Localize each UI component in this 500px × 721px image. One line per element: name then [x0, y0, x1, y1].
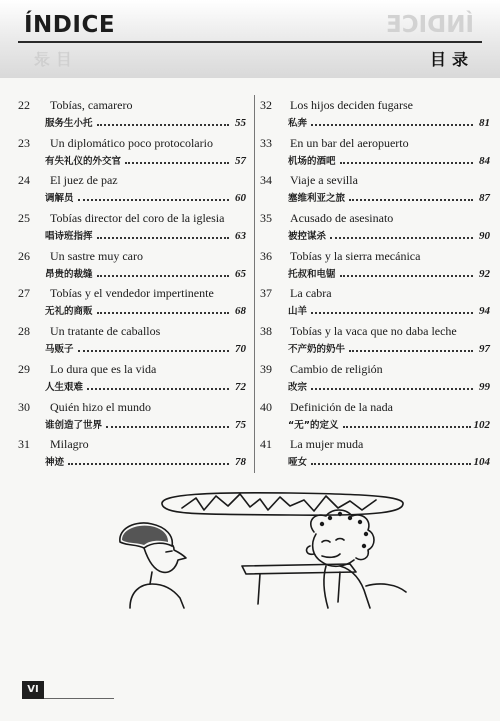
toc-column-right [258, 95, 490, 472]
chapter-title-chinese: 改宗 [288, 381, 308, 393]
header-rule [18, 41, 482, 43]
chapter-title: Definición de la nada [290, 399, 393, 414]
chapter-title: La mujer muda [290, 437, 364, 452]
chapter-number: 30 [18, 399, 30, 414]
page-number: 60 [235, 192, 246, 205]
right-person-mouth [322, 554, 340, 557]
chapter-number: 37 [260, 286, 272, 301]
chapter-number: 41 [260, 437, 272, 452]
dot-leader [311, 388, 473, 390]
page-number: 68 [235, 305, 246, 318]
chapter-title: Tobías y la vaca que no daba leche [290, 324, 457, 339]
chapter-number: 40 [260, 399, 272, 414]
toc-entry[interactable] [258, 246, 490, 284]
dot-leader [106, 426, 229, 428]
page-number: 104 [473, 456, 490, 469]
chapter-title-chinese: 唱诗班指挥 [45, 231, 93, 243]
toc-entry[interactable] [18, 95, 250, 133]
dot-leader [349, 350, 473, 352]
chapter-title-chinese: “无”的定义 [288, 419, 339, 431]
toc-entry[interactable] [258, 359, 490, 397]
thought-bubble [162, 493, 403, 515]
toc-entry[interactable] [18, 359, 250, 397]
dot-leader [340, 275, 473, 277]
chapter-number: 36 [260, 248, 272, 263]
chapter-title: Los hijos deciden fugarse [290, 98, 413, 112]
dot-leader [68, 463, 229, 465]
chapter-title-chinese: 私奔 [288, 118, 308, 129]
dot-leader [97, 237, 229, 239]
left-person-face [144, 545, 186, 572]
page-number: 78 [235, 456, 246, 469]
toc-entry[interactable] [18, 133, 250, 171]
dot-leader [311, 463, 470, 465]
toc-entry[interactable] [18, 170, 250, 208]
chapter-number: 39 [260, 361, 272, 376]
chapter-title: Un tratante de caballos [50, 324, 161, 339]
chapter-title-chinese: 昂贵的裁缝 [45, 268, 93, 280]
dot-leader [349, 199, 473, 201]
dot-leader [343, 426, 471, 428]
chapter-title: Un diplomático poco protocolario [50, 135, 213, 150]
hair-curls [320, 512, 368, 548]
chapter-number: 32 [260, 98, 272, 112]
chapter-title-chinese: 不产奶的奶牛 [288, 344, 346, 356]
dot-leader [125, 162, 229, 164]
page-number: 97 [479, 343, 490, 356]
toc-entry[interactable] [18, 397, 250, 435]
chapter-title-chinese: 谁创造了世界 [45, 419, 103, 431]
toc-entry[interactable] [258, 170, 490, 208]
dot-leader [330, 237, 473, 239]
dot-leader [97, 312, 229, 314]
chapter-title-chinese: 被控谋杀 [288, 231, 327, 243]
page-number: 92 [479, 267, 490, 280]
page-title-chinese: 目录 [429, 50, 474, 69]
chapter-title-chinese: 神迹 [45, 457, 65, 469]
dot-leader [311, 124, 473, 126]
chapter-number: 25 [18, 211, 30, 226]
left-person-neck [150, 572, 152, 584]
page-number: 87 [479, 192, 490, 205]
chapter-number: 31 [18, 437, 30, 452]
dot-leader [87, 388, 229, 390]
chapter-number: 24 [18, 173, 30, 188]
toc-entry[interactable] [18, 283, 250, 321]
dot-leader [78, 199, 229, 201]
page-number: 81 [479, 117, 490, 129]
right-person-eyes [322, 539, 344, 543]
page-number: 70 [235, 343, 246, 356]
chapter-title-chinese: 有失礼仪的外交官 [45, 155, 122, 167]
chapter-title-chinese: 托叔和电锯 [288, 268, 336, 280]
chapter-number: 38 [260, 324, 272, 339]
chapter-title-chinese: 马贩子 [45, 344, 74, 356]
table-leg [258, 572, 340, 604]
chapter-number: 26 [18, 248, 30, 263]
header-mirrored-chinese-title: 目录 [28, 50, 73, 69]
chapter-number: 34 [260, 173, 272, 188]
page-number-badge: VI [22, 681, 44, 699]
chapter-title: Tobías director del coro de la iglesia [50, 211, 225, 226]
chapter-title: Tobías y la sierra mecánica [290, 248, 421, 263]
right-person-arm [366, 584, 406, 592]
page-number: 55 [235, 117, 246, 129]
footer-rule [44, 698, 114, 699]
chapter-number: 33 [260, 135, 272, 150]
left-person-eye [166, 551, 172, 552]
chapter-number: 23 [18, 135, 30, 150]
chapter-title-chinese: 人生艰难 [45, 381, 84, 393]
dot-leader [340, 162, 473, 164]
column-divider [254, 95, 255, 473]
table-of-contents [18, 95, 490, 475]
page-number: 75 [235, 418, 246, 431]
page-number: 57 [235, 154, 246, 167]
toc-entry[interactable] [18, 434, 250, 472]
chapter-title: La cabra [290, 286, 332, 301]
dot-leader [78, 350, 229, 352]
page-title: ÍNDICE [24, 12, 116, 38]
toc-entry[interactable] [258, 397, 490, 435]
page-header [0, 0, 500, 84]
chapter-title: En un bar del aeropuerto [290, 135, 409, 150]
chapter-title: El juez de paz [50, 173, 118, 188]
toc-column-left [18, 95, 250, 472]
chapter-number: 28 [18, 324, 30, 339]
chapter-title: Tobías, camarero [50, 98, 133, 112]
page-number: 63 [235, 230, 246, 243]
chapter-title-chinese: 哑女 [288, 457, 308, 469]
chapter-number: 27 [18, 286, 30, 301]
chapter-title: Un sastre muy caro [50, 248, 143, 263]
chapter-title-chinese: 机场的酒吧 [288, 155, 336, 167]
chapter-title-chinese: 山羊 [288, 306, 308, 318]
chapter-title-chinese: 服务生小托 [45, 118, 93, 129]
chapter-title: Lo dura que es la vida [50, 361, 157, 376]
chapter-title-chinese: 调解员 [45, 193, 74, 205]
chapter-title: Acusado de asesinato [290, 211, 394, 226]
chapter-title: Tobías y el vendedor impertinente [50, 286, 214, 301]
toc-entry[interactable] [258, 283, 490, 321]
chapter-title-chinese: 塞维利亚之旅 [288, 193, 346, 205]
page-number: 94 [479, 305, 490, 318]
dot-leader [97, 124, 229, 126]
page-number: 90 [479, 230, 490, 243]
chapter-title: Quién hizo el mundo [50, 399, 151, 414]
cartoon-illustration [100, 490, 430, 610]
dot-leader [97, 275, 229, 277]
page-number: 72 [235, 380, 246, 393]
chapter-title: Cambio de religión [290, 361, 383, 376]
toc-entry[interactable] [18, 321, 250, 359]
chapter-title: Viaje a sevilla [290, 173, 358, 188]
page-number: 99 [479, 380, 490, 393]
chapter-number: 22 [18, 98, 30, 112]
page-number: 84 [479, 154, 490, 167]
dot-leader [311, 312, 473, 314]
toc-entry[interactable] [258, 133, 490, 171]
right-person-face [313, 534, 354, 566]
page-number: 102 [473, 418, 490, 431]
chapter-title: Milagro [50, 437, 89, 452]
toc-entry[interactable] [18, 246, 250, 284]
header-mirrored-title: ÍNDICE [385, 12, 474, 38]
chapter-title-chinese: 无礼的商贩 [45, 306, 93, 318]
toc-entry[interactable] [258, 321, 490, 359]
bubble-zigzag [182, 494, 376, 511]
toc-entry[interactable] [18, 208, 250, 246]
left-person-hair-fill [122, 526, 168, 545]
page-number: 65 [235, 267, 246, 280]
toc-entry[interactable] [258, 208, 490, 246]
chapter-number: 35 [260, 211, 272, 226]
chapter-number: 29 [18, 361, 30, 376]
left-person-body [130, 584, 184, 608]
toc-entry[interactable] [258, 434, 490, 472]
toc-entry[interactable] [258, 95, 490, 133]
